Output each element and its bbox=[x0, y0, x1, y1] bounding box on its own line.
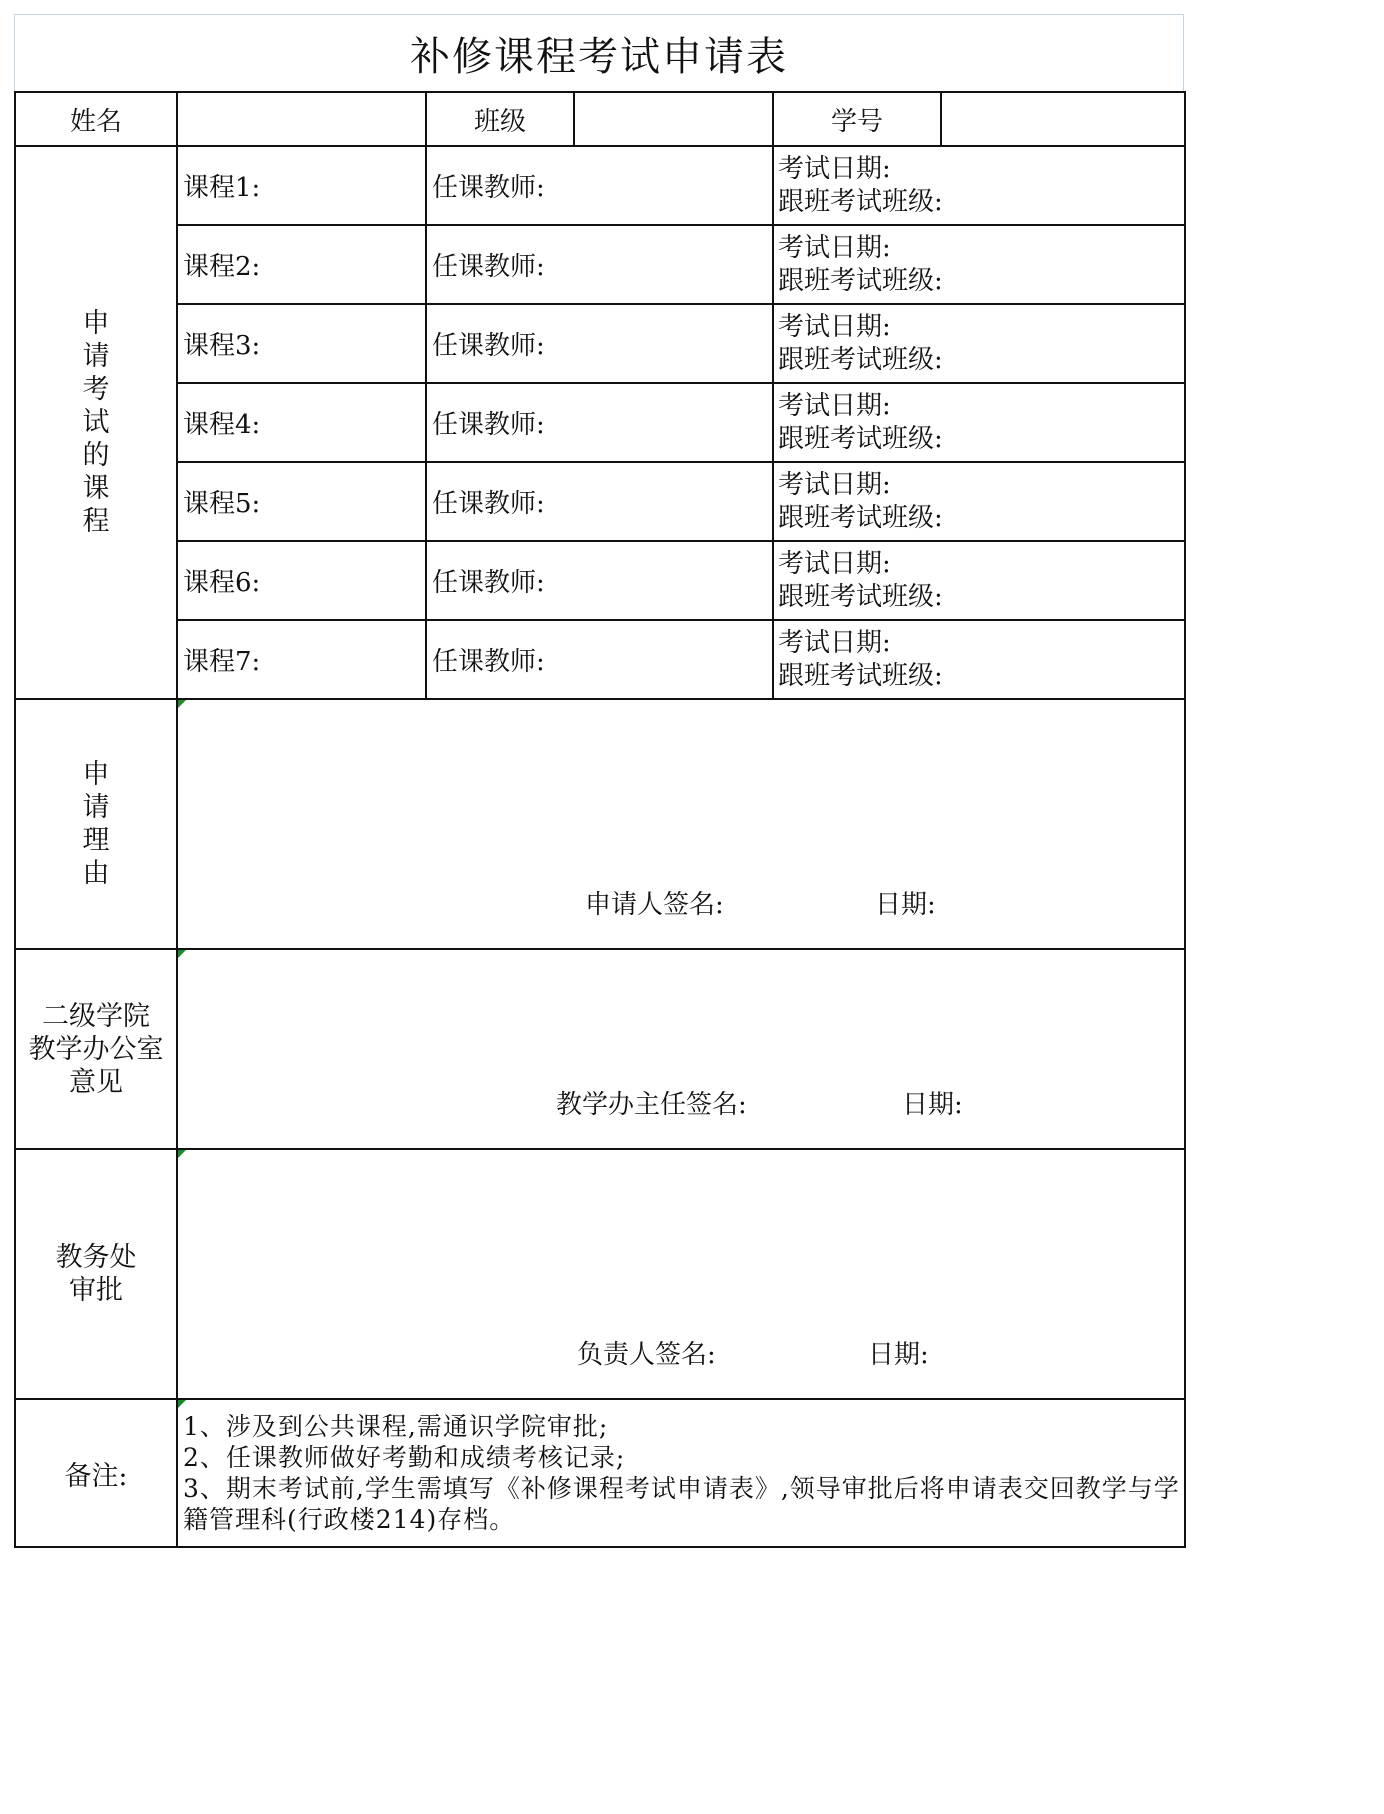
course-row-4 bbox=[15, 383, 1185, 462]
remark-line-3: 3、期末考试前,学生需填写《补修课程考试申请表》,领导审批后将申请表交回教学与学籍管理科(行政楼214)存档。 bbox=[183, 1474, 1180, 1534]
course-teacher-cell[interactable]: 任课教师: bbox=[426, 541, 773, 620]
remarks-content bbox=[177, 1399, 1185, 1547]
class-field[interactable] bbox=[574, 92, 773, 146]
exam-class-label: 跟班考试班级: bbox=[778, 344, 943, 375]
course-teacher-cell[interactable]: 任课教师: bbox=[426, 146, 773, 225]
name-field[interactable] bbox=[177, 92, 426, 146]
application-form-table bbox=[14, 91, 1186, 1548]
exam-class-label: 跟班考试班级: bbox=[778, 660, 943, 691]
course-name-cell[interactable]: 课程1: bbox=[177, 146, 426, 225]
course-teacher-cell[interactable]: 任课教师: bbox=[426, 225, 773, 304]
course-exam-cell[interactable] bbox=[773, 462, 1185, 541]
course-exam-cell[interactable] bbox=[773, 541, 1185, 620]
applicant-signature-label: 申请人签名: bbox=[585, 890, 724, 920]
reason-label: 申 请 理 由 bbox=[15, 699, 177, 949]
course-exam-cell[interactable] bbox=[773, 146, 1185, 225]
course-teacher-cell[interactable]: 任课教师: bbox=[426, 383, 773, 462]
course-exam-cell[interactable] bbox=[773, 304, 1185, 383]
cell-comment-marker bbox=[178, 1150, 186, 1158]
course-row-2 bbox=[15, 225, 1185, 304]
exam-class-label: 跟班考试班级: bbox=[778, 265, 943, 296]
name-label: 姓名 bbox=[15, 92, 177, 146]
exam-date-label: 考试日期: bbox=[778, 311, 891, 342]
course-teacher-cell[interactable]: 任课教师: bbox=[426, 304, 773, 383]
reason-row bbox=[15, 699, 1185, 949]
office-director-signature-label: 教学办主任签名: bbox=[556, 1090, 747, 1120]
course-name-cell[interactable]: 课程3: bbox=[177, 304, 426, 383]
remark-line-2: 2、任课教师做好考勤和成绩考核记录; bbox=[183, 1443, 626, 1472]
exam-date-label: 考试日期: bbox=[778, 232, 891, 263]
course-exam-cell[interactable] bbox=[773, 383, 1185, 462]
exam-class-label: 跟班考试班级: bbox=[778, 186, 943, 217]
courses-section-label: 申 请 考 试 的 课 程 bbox=[15, 146, 177, 699]
exam-date-label: 考试日期: bbox=[778, 390, 891, 421]
exam-date-label: 考试日期: bbox=[778, 469, 891, 500]
cell-comment-marker bbox=[178, 700, 186, 708]
responsible-person-signature-label: 负责人签名: bbox=[577, 1340, 716, 1370]
course-name-cell[interactable]: 课程2: bbox=[177, 225, 426, 304]
course-teacher-cell[interactable]: 任课教师: bbox=[426, 462, 773, 541]
course-row-3 bbox=[15, 304, 1185, 383]
college-opinion-row bbox=[15, 949, 1185, 1149]
academic-affairs-field[interactable] bbox=[177, 1149, 1185, 1399]
exam-class-label: 跟班考试班级: bbox=[778, 423, 943, 454]
college-opinion-field[interactable] bbox=[177, 949, 1185, 1149]
remarks-row bbox=[15, 1399, 1185, 1547]
exam-date-label: 考试日期: bbox=[778, 627, 891, 658]
reason-date-label: 日期: bbox=[875, 890, 936, 920]
class-label: 班级 bbox=[426, 92, 574, 146]
course-row-5 bbox=[15, 462, 1185, 541]
header-row bbox=[15, 92, 1185, 146]
course-name-cell[interactable]: 课程4: bbox=[177, 383, 426, 462]
student-id-field[interactable] bbox=[941, 92, 1185, 146]
course-row-7 bbox=[15, 620, 1185, 699]
reason-field[interactable] bbox=[177, 699, 1185, 949]
college-date-label: 日期: bbox=[902, 1090, 963, 1120]
academic-affairs-row bbox=[15, 1149, 1185, 1399]
academic-date-label: 日期: bbox=[868, 1340, 929, 1370]
course-name-cell[interactable]: 课程7: bbox=[177, 620, 426, 699]
form-title: 补修课程考试申请表 bbox=[14, 14, 1184, 92]
course-teacher-cell[interactable]: 任课教师: bbox=[426, 620, 773, 699]
course-name-cell[interactable]: 课程5: bbox=[177, 462, 426, 541]
course-exam-cell[interactable] bbox=[773, 620, 1185, 699]
course-row-6 bbox=[15, 541, 1185, 620]
exam-date-label: 考试日期: bbox=[778, 548, 891, 579]
student-id-label: 学号 bbox=[773, 92, 941, 146]
cell-comment-marker bbox=[178, 950, 186, 958]
exam-class-label: 跟班考试班级: bbox=[778, 581, 943, 612]
college-opinion-label: 二级学院 教学办公室 意见 bbox=[15, 949, 177, 1149]
course-row-1 bbox=[15, 146, 1185, 225]
exam-date-label: 考试日期: bbox=[778, 153, 891, 184]
course-exam-cell[interactable] bbox=[773, 225, 1185, 304]
remark-line-1: 1、涉及到公共课程,需通识学院审批; bbox=[183, 1412, 609, 1441]
course-name-cell[interactable]: 课程6: bbox=[177, 541, 426, 620]
exam-class-label: 跟班考试班级: bbox=[778, 502, 943, 533]
remarks-label: 备注: bbox=[15, 1399, 177, 1547]
academic-affairs-label: 教务处 审批 bbox=[15, 1149, 177, 1399]
cell-comment-marker bbox=[178, 1400, 186, 1408]
